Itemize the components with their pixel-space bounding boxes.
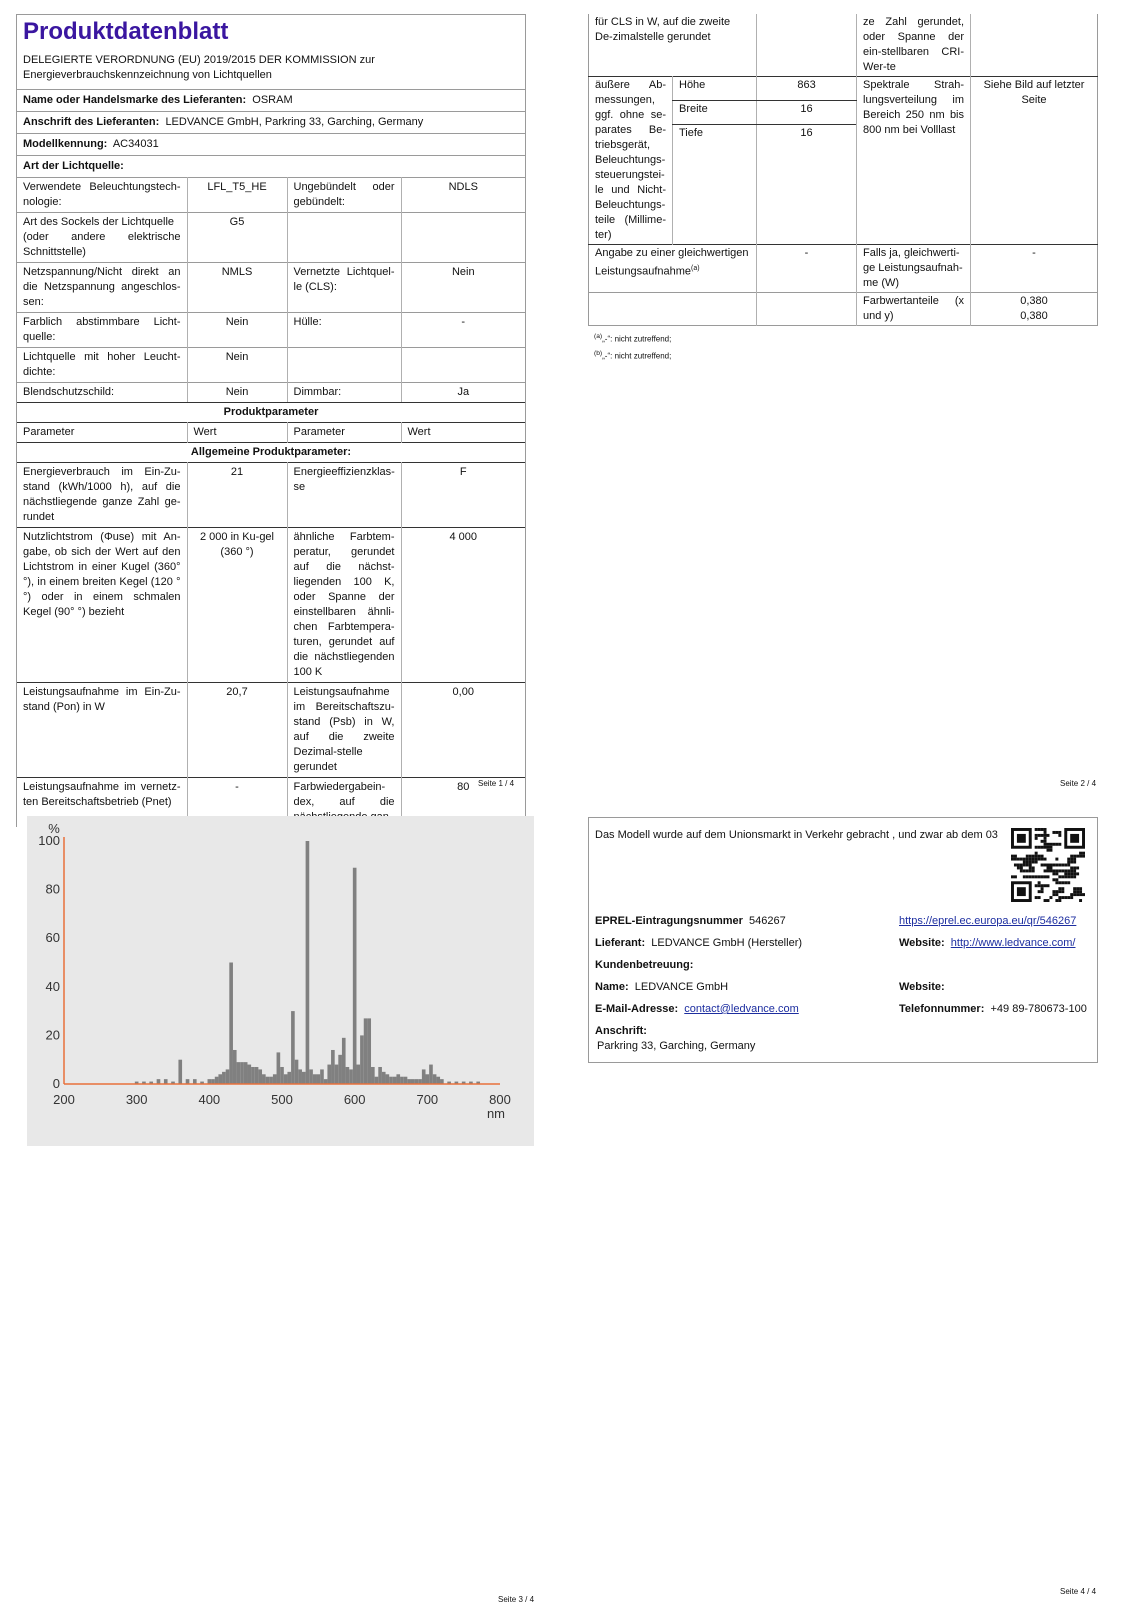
param-cell-p2: Farbwiedergabein-dex, auf die bbox=[287, 778, 401, 828]
type-cell-p1: Lichtquelle mit hoher Leucht-dichte: bbox=[23, 351, 181, 378]
email-row bbox=[595, 1002, 799, 1017]
spectrum-bar bbox=[400, 1077, 404, 1084]
spectrum-bar bbox=[251, 1067, 255, 1084]
section-product-params: Produktparameter bbox=[223, 406, 319, 418]
spectrum-bar bbox=[277, 1052, 281, 1084]
spectrum-bar bbox=[309, 1069, 313, 1084]
param-cell-v1: 2 000 in Ku-gel (360 °) bbox=[187, 528, 287, 683]
param-cell-v1: 21 bbox=[187, 463, 287, 528]
y-tick-label: 0 bbox=[52, 1076, 60, 1091]
spectrum-bar bbox=[426, 1074, 430, 1084]
dim-name-height: Höhe bbox=[673, 77, 757, 101]
section-general-params: Allgemeine Produktparameter: bbox=[190, 446, 352, 458]
spectrum-bar bbox=[378, 1067, 382, 1084]
type-cell-v2 bbox=[401, 213, 525, 263]
x-tick-label: 200 bbox=[53, 1092, 75, 1107]
spectrum-bar bbox=[338, 1055, 342, 1084]
param-row-2 bbox=[17, 683, 525, 778]
chromaticity-values bbox=[971, 293, 1098, 326]
param-cell-p1: Energieverbrauch im Ein-Zu-stand (kWh/1000 h), auf die nächstliegende ganze Zahl ge-rundet bbox=[23, 466, 181, 523]
type-cell-v2: - bbox=[401, 313, 525, 348]
x-tick-label: 400 bbox=[198, 1092, 221, 1107]
param-cell-v2: 80 bbox=[401, 778, 525, 828]
customer-service-heading: Kundenbetreuung: bbox=[595, 959, 694, 971]
spectrum-bar bbox=[240, 1062, 244, 1084]
model-value: AC34031 bbox=[112, 138, 159, 150]
spectrum-bar bbox=[302, 1072, 306, 1084]
footnote-a-mark: (a) bbox=[594, 333, 603, 340]
spectrum-bar bbox=[375, 1077, 379, 1084]
spectrum-bar bbox=[382, 1072, 386, 1084]
spectrum-bar bbox=[226, 1069, 230, 1084]
spectral-label: Spektrale Strah-lungsverteilung im Bereich 250 nm bis 800 nm bei Volllast bbox=[857, 77, 971, 245]
type-cell-p1: Farblich abstimmbare Licht-quelle: bbox=[23, 316, 181, 343]
spectrum-bar bbox=[364, 1018, 368, 1084]
param-cell-p2: Energieeffizienzklas-se bbox=[287, 463, 401, 528]
supplier-value: OSRAM bbox=[252, 94, 293, 106]
datasheet-box bbox=[16, 14, 526, 827]
eprel-value: 546267 bbox=[749, 915, 786, 927]
type-cell-v1: Nein bbox=[187, 348, 287, 383]
equivalent-power-text: Angabe zu einer gleichwertigen Leistungsaufnahme bbox=[595, 247, 749, 278]
type-cell-v1: Nein bbox=[187, 313, 287, 348]
spectrum-bar bbox=[233, 1050, 237, 1084]
x-tick-label: 300 bbox=[125, 1092, 148, 1107]
address-value: LEDVANCE GmbH, Parkring 33, Garching, Germany bbox=[165, 116, 424, 128]
spectrum-bar bbox=[404, 1077, 408, 1084]
address-row bbox=[17, 111, 525, 133]
spectrum-bar bbox=[342, 1038, 346, 1084]
spectral-distribution-chart bbox=[27, 816, 534, 1146]
spectrum-bar bbox=[295, 1060, 299, 1084]
spectral-value: Siehe Bild auf letzter Seite bbox=[971, 77, 1098, 245]
type-cell-v2 bbox=[401, 348, 525, 383]
spectrum-bar bbox=[178, 1060, 182, 1084]
address-label-row bbox=[595, 1024, 647, 1039]
type-cell-p2 bbox=[287, 348, 401, 383]
dim-value-depth: 16 bbox=[757, 125, 857, 245]
col-header-param-1: Parameter bbox=[23, 426, 75, 438]
type-cell-p1: Netzspannung/Nicht direkt an die Netzspannung angeschlos-sen: bbox=[23, 266, 181, 308]
param-row-0 bbox=[17, 463, 525, 528]
supplier-row bbox=[17, 89, 525, 111]
y-tick-label: 20 bbox=[45, 1027, 60, 1043]
datasheet-page-1 bbox=[16, 14, 526, 808]
page-title: Produktdatenblatt bbox=[23, 18, 229, 45]
qr-code-icon[interactable] bbox=[1011, 828, 1085, 902]
spectrum-bar bbox=[269, 1077, 273, 1084]
spectrum-bar bbox=[222, 1072, 226, 1084]
spectrum-bar bbox=[255, 1067, 259, 1084]
type-row bbox=[17, 155, 525, 177]
y-tick-label: 40 bbox=[45, 978, 60, 994]
spectrum-bar bbox=[313, 1074, 317, 1084]
param-cell-p2: ähnliche Farbtem-peratur, gerundet auf die nächst-liegenden 100 K, oder Spanne der einstellbaren ähnli-chen Farbtempera-turen, gerundet auf die nächstliegenden 100 K bbox=[287, 528, 401, 683]
spectrum-bar bbox=[335, 1065, 339, 1084]
page-number-2: Seite 2 / 4 bbox=[1060, 779, 1097, 788]
param-cell-v2: F bbox=[401, 463, 525, 528]
website-link[interactable]: http://www.ledvance.com/ bbox=[950, 937, 1076, 949]
dimensions-label: äußere Ab-messungen, ggf. ohne se-parates Be-triebsgerät, Beleuchtungs-steuerungstei-le und Nicht-Beleuchtungs-teile (Millime-ter) bbox=[595, 79, 666, 241]
col-header-value-2: Wert bbox=[401, 423, 525, 443]
model-label: Modellkennung: bbox=[23, 138, 108, 150]
email-link[interactable]: contact@ledvance.com bbox=[684, 1003, 799, 1015]
email-label: E-Mail-Adresse: bbox=[595, 1003, 679, 1015]
footnote-b-mark: (b) bbox=[594, 349, 603, 357]
footnote-ref-a: (a) bbox=[691, 265, 700, 272]
spectrum-bar bbox=[317, 1074, 321, 1084]
spectrum-bar bbox=[393, 1077, 397, 1084]
spectrum-bar bbox=[356, 1065, 360, 1084]
name-row bbox=[595, 980, 728, 995]
type-row-2 bbox=[17, 263, 525, 313]
footnote-a bbox=[588, 330, 1098, 347]
spectrum-bar bbox=[353, 868, 357, 1084]
phone-label: Telefonnummer: bbox=[899, 1003, 985, 1015]
type-cell-p1: Art des Sockels der Lichtquelle (oder andere elektrische Schnittstelle) bbox=[23, 216, 181, 258]
spectrum-bar bbox=[244, 1062, 248, 1084]
x-tick-label: 600 bbox=[343, 1092, 366, 1107]
param-cell-p2: Leistungsaufnahme im Bereitschaftszu-stand (Psb) in W, auf die zweite Dezimal-stelle gerundet bbox=[287, 683, 401, 778]
x-tick-label: 800 bbox=[489, 1092, 511, 1107]
spectrum-bar bbox=[433, 1074, 437, 1084]
footnote-b-text: „-“: nicht zutreffend; bbox=[602, 351, 672, 361]
cont-right-value bbox=[971, 14, 1098, 77]
spectral-chart-svg bbox=[27, 816, 534, 1146]
spectrum-bar bbox=[371, 1067, 375, 1084]
spectrum-bar bbox=[360, 1035, 364, 1084]
supplier-label: Lieferant: bbox=[595, 937, 646, 949]
spectrum-bar bbox=[291, 1011, 295, 1084]
address-label: Anschrift des Lieferanten: bbox=[23, 116, 160, 128]
phone-row bbox=[899, 1002, 1087, 1017]
param-cell-v1: 20,7 bbox=[187, 683, 287, 778]
param-row-1 bbox=[17, 528, 525, 683]
y-axis-label: % bbox=[48, 821, 60, 836]
spectrum-bar bbox=[436, 1077, 440, 1084]
continued-parameter-table bbox=[588, 14, 1098, 326]
regulation-text: DELEGIERTE VERORDNUNG (EU) 2019/2015 DER KOMMISSION zur Energieverbrauchskennzeichnung von Lichtquellen bbox=[23, 54, 375, 81]
spectrum-bar bbox=[346, 1067, 350, 1084]
y-tick-label: 100 bbox=[38, 833, 60, 848]
address-value: Parkring 33, Garching, Germany bbox=[597, 1040, 756, 1052]
spectrum-bar bbox=[429, 1065, 433, 1084]
equivalent-power-value: - bbox=[757, 245, 857, 293]
type-cell-v1: LFL_T5_HE bbox=[187, 178, 287, 213]
type-row-3 bbox=[17, 313, 525, 348]
param-cell-p1: Leistungsaufnahme im Ein-Zu-stand (Pon) in W bbox=[23, 686, 181, 713]
x-tick-label: 700 bbox=[416, 1092, 439, 1107]
model-row bbox=[17, 133, 525, 155]
website2-row bbox=[899, 980, 945, 995]
market-text: Das Modell wurde auf dem Unionsmarkt in Verkehr gebracht , und zwar ab dem 03 bbox=[595, 829, 998, 841]
spectrum-bar bbox=[320, 1069, 324, 1084]
name-value: LEDVANCE GmbH bbox=[634, 981, 729, 993]
spectrum-bar bbox=[218, 1074, 222, 1084]
website2-label: Website: bbox=[899, 981, 945, 993]
type-row-5 bbox=[17, 383, 525, 403]
website-label: Website: bbox=[899, 937, 945, 949]
type-cell-p2: Vernetzte Lichtquel-le (CLS): bbox=[287, 263, 401, 313]
cont-left-text: für CLS in W, auf die zweite De-zimalstelle gerundet bbox=[595, 16, 731, 43]
footnote-b bbox=[588, 347, 1098, 364]
col-header-value-1: Wert bbox=[187, 423, 287, 443]
spectrum-bar bbox=[273, 1074, 277, 1084]
address-label: Anschrift: bbox=[595, 1025, 647, 1037]
spectrum-bar bbox=[386, 1074, 390, 1084]
type-cell-p2: Dimmbar: bbox=[287, 383, 401, 403]
datasheet-page-2 bbox=[588, 14, 1098, 361]
type-label: Art der Lichtquelle: bbox=[23, 160, 124, 172]
type-cell-p2 bbox=[287, 213, 401, 263]
spectrum-bar bbox=[396, 1074, 400, 1084]
spectrum-bar bbox=[262, 1074, 266, 1084]
type-cell-v1: NMLS bbox=[187, 263, 287, 313]
cont-right-text: ze Zahl gerundet, oder Spanne der ein-stellbaren CRI-Wer-te bbox=[857, 14, 971, 77]
type-cell-p2: Ungebündelt oder gebündelt: bbox=[287, 178, 401, 213]
page-number-4: Seite 4 / 4 bbox=[1060, 1587, 1097, 1596]
spectrum-bar bbox=[215, 1077, 219, 1084]
spectrum-bar bbox=[306, 841, 310, 1084]
dim-value-height: 863 bbox=[757, 77, 857, 101]
spectrum-bar bbox=[229, 963, 233, 1085]
spectrum-bar bbox=[422, 1069, 426, 1084]
eprel-row bbox=[595, 914, 786, 929]
spectrum-bar bbox=[237, 1062, 241, 1084]
type-cell-v2: Ja bbox=[401, 383, 525, 403]
type-cell-p1: Blendschutzschild: bbox=[23, 386, 115, 398]
eprel-link[interactable]: https://eprel.ec.europa.eu/qr/546267 bbox=[899, 915, 1077, 927]
dim-value-width: 16 bbox=[757, 101, 857, 125]
spectrum-bar bbox=[284, 1074, 288, 1084]
supplier-row bbox=[595, 936, 802, 951]
website-row bbox=[899, 936, 1076, 951]
chroma-empty-2 bbox=[757, 293, 857, 326]
spectrum-bar bbox=[331, 1050, 335, 1084]
chromaticity-label: Farbwertanteile (x und y) bbox=[857, 293, 971, 326]
datasheet-page-4 bbox=[588, 817, 1098, 1063]
chroma-empty-1 bbox=[589, 293, 757, 326]
equivalent-power-q-value: - bbox=[971, 245, 1098, 293]
page-number-1: Seite 1 / 4 bbox=[478, 779, 515, 788]
dim-name-width: Breite bbox=[673, 101, 757, 125]
spectrum-bar bbox=[367, 1018, 371, 1084]
param-cell-v2: 4 000 bbox=[401, 528, 525, 683]
parameter-table bbox=[17, 402, 525, 827]
type-row-0 bbox=[17, 178, 525, 213]
spectrum-bar bbox=[247, 1065, 251, 1084]
type-row-4 bbox=[17, 348, 525, 383]
spectrum-bar bbox=[349, 1069, 353, 1084]
col-header-param-2: Parameter bbox=[287, 423, 401, 443]
cont-left-value bbox=[757, 14, 857, 77]
spectrum-bar bbox=[287, 1072, 291, 1084]
customer-service-label bbox=[595, 958, 693, 973]
spectrum-bar bbox=[389, 1077, 393, 1084]
spectrum-bar bbox=[327, 1065, 331, 1084]
type-cell-v2: Nein bbox=[401, 263, 525, 313]
phone-value: +49 89-780673-100 bbox=[990, 1003, 1087, 1015]
type-cell-p2: Hülle: bbox=[287, 313, 401, 348]
footnote-a-text: „-“: nicht zutreffend; bbox=[602, 334, 672, 344]
x-axis-label: nm bbox=[486, 1106, 505, 1121]
param-cell-p1: Nutzlichtstrom (Φuse) mit An-gabe, ob sich der Wert auf den Lichtstrom in einer Kugel (360° °), in einem breiten Kegel (120 °°) oder in einem schmalen Kegel (90° °) bezieht bbox=[23, 531, 181, 618]
type-row-1 bbox=[17, 213, 525, 263]
y-tick-label: 80 bbox=[45, 881, 60, 897]
type-cell-v1: G5 bbox=[187, 213, 287, 263]
chromaticity-y: 0,380 bbox=[1020, 310, 1048, 322]
type-cell-p1: Verwendete Beleuchtungstech-nologie: bbox=[23, 181, 181, 208]
param-cell-p1: Leistungsaufnahme im vernetz-ten Bereitschaftsbetrieb (Pnet) bbox=[23, 781, 181, 808]
spectrum-bar bbox=[266, 1077, 270, 1084]
spectrum-bar bbox=[280, 1067, 284, 1084]
x-tick-label: 500 bbox=[271, 1092, 293, 1107]
light-source-type-table bbox=[17, 177, 525, 402]
spectrum-bar bbox=[298, 1069, 302, 1084]
spectrum-bar bbox=[258, 1069, 262, 1084]
type-cell-v1: Nein bbox=[187, 383, 287, 403]
supplier-value: LEDVANCE GmbH (Hersteller) bbox=[651, 937, 803, 949]
y-tick-label: 60 bbox=[45, 930, 60, 946]
dim-name-depth: Tiefe bbox=[673, 125, 757, 245]
param-cell-v1: - bbox=[187, 778, 287, 828]
type-cell-v2: NDLS bbox=[401, 178, 525, 213]
supplier-label: Name oder Handelsmarke des Lieferanten: bbox=[23, 94, 247, 106]
chromaticity-x: 0,380 bbox=[1020, 295, 1048, 307]
eprel-label: EPREL-Eintragungsnummer bbox=[595, 915, 743, 927]
equivalent-power-label bbox=[589, 245, 757, 293]
param-cell-v2: 0,00 bbox=[401, 683, 525, 778]
equivalent-power-q-label: Falls ja, gleichwerti-ge Leistungsaufnah-me (W) bbox=[857, 245, 971, 293]
name-label: Name: bbox=[595, 981, 629, 993]
page-number-3: Seite 3 / 4 bbox=[498, 1595, 535, 1604]
